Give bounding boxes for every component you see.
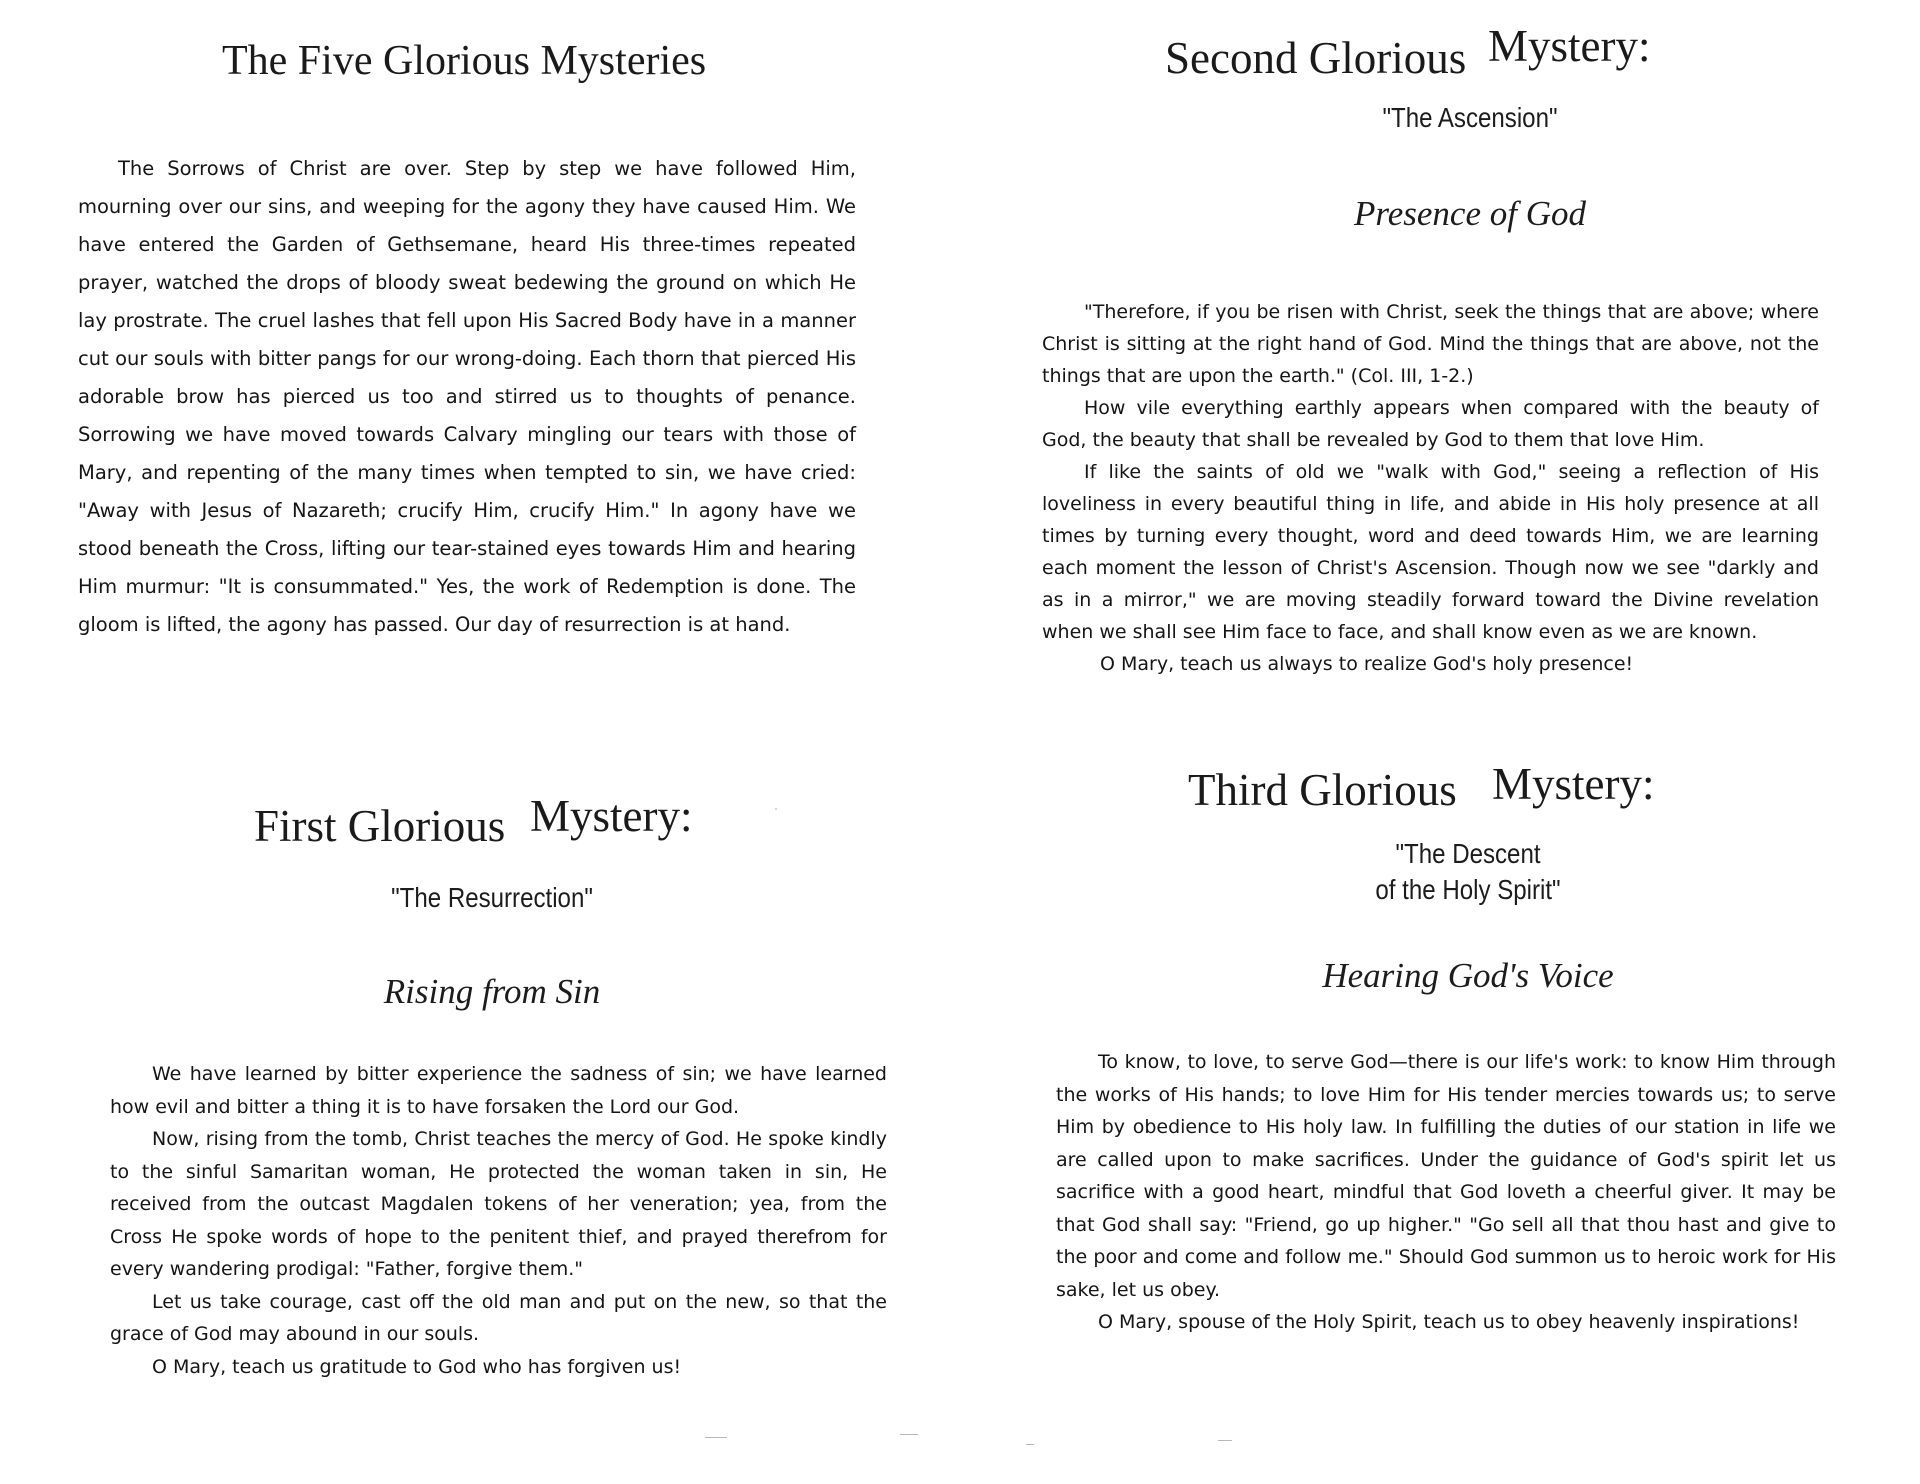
first-title-ordinal: First Glorious	[254, 801, 506, 851]
second-paragraph-4: O Mary, teach us always to realize God's holy presence!	[1100, 653, 1634, 675]
intro-paragraph: The Sorrows of Christ are over. Step by step we have followed Him, mourning over our sins, and weeping for the agony they have caused Him. We have entered the Garden of Gethsemane, heard His three-times repeated prayer, watched the drops of bloody sweat bedewing the ground on which He lay prostrate. The cruel lashes that fell upon His Sacred Body have in a manner cut our souls with bitter pangs for our wrong-doing. Each thorn that pierced His adorable brow has pierced us too and stirred us to thoughts of penance. Sorrowing we have moved towards Calvary mingling our tears with those of Mary, and repenting of the many times when tempted to sin, we have cried: "Away with Jesus of Nazareth; crucify Him, crucify Him." In agony have we stood beneath the Cross, lifting our tear-stained eyes towards Him and hearing Him murmur: "It is consummated." Yes, the work of Redemption is done. The gloom is lifted, the agony has passed. Our day of resurrection is at hand.	[78, 157, 856, 636]
first-paragraph-3: Let us take courage, cast off the old man and put on the new, so that the grace of God may abound in our souls.	[110, 1290, 887, 1345]
first-body	[110, 1058, 887, 1383]
scan-mark	[1218, 1440, 1232, 1441]
second-paragraph-3: If like the saints of old we "walk with God," seeing a reflection of His loveliness in every beautiful thing in life, and abide in His holy presence at all times by turning every thought, word and deed towards Him, we are learning each moment the lesson of Christ's Ascension. Though now we see "darkly and as in a mirror," we are moving steadily forward toward the Divine revelation when we shall see Him face to face, and shall know even as we are known.	[1042, 461, 1819, 643]
second-theme: Presence of God	[1354, 194, 1586, 233]
third-mystery-panel	[960, 740, 1920, 1484]
second-paragraph-2: How vile everything earthly appears when compared with the beauty of God, the beauty that shall be revealed by God to them that love Him.	[1042, 397, 1819, 451]
scan-speck	[775, 808, 777, 810]
second-subtitle	[1229, 100, 1711, 136]
second-paragraph-1: "Therefore, if you be risen with Christ, seek the things that are above; where Christ is sitting at the right hand of God. Mind the things that are above, not the things that are upon the earth." (Col. III, 1-2.)	[1042, 301, 1819, 387]
third-theme: Hearing God's Voice	[1322, 956, 1614, 995]
second-title-ordinal: Second Glorious	[1165, 33, 1467, 83]
first-subtitle	[251, 880, 733, 916]
scan-mark	[705, 1437, 727, 1438]
third-title-ordinal: Third Glorious	[1188, 765, 1457, 815]
scan-mark	[1026, 1444, 1034, 1445]
first-paragraph-1: We have learned by bitter experience the sadness of sin; we have learned how evil and bitter a thing it is to have forsaken the Lord our God.	[110, 1063, 887, 1118]
first-theme: Rising from Sin	[383, 972, 601, 1011]
third-body	[1056, 1046, 1836, 1339]
third-subtitle	[1227, 836, 1709, 908]
first-title-word: Mystery:	[530, 791, 693, 841]
third-subtitle-line: of the Holy Spirit"	[1375, 874, 1561, 905]
second-subtitle-line: "The Ascension"	[1382, 102, 1558, 133]
second-title-word: Mystery:	[1488, 21, 1651, 71]
second-mystery-title	[960, 0, 1920, 90]
third-paragraph-1: To know, to love, to serve God—there is our life's work: to know Him through the works of His hands; to love Him for His tender mercies towards us; to serve Him by obedience to His holy law. In fulfilling the duties of our station in life we are called upon to make sacrifices. Under the guidance of God's spirit let us sacrifice with a good heart, mindful that God loveth a cheerful giver. It may be that God shall say: "Friend, go up higher." "Go sell all that thou hast and give to the poor and come and follow me." Should God summon us to heroic work for His sake, let us obey.	[1056, 1051, 1836, 1301]
scan-mark	[900, 1434, 918, 1435]
first-mystery-panel	[0, 740, 960, 1484]
first-subtitle-line: "The Resurrection"	[391, 882, 593, 913]
intro-title: The Five Glorious Mysteries	[222, 38, 707, 84]
third-paragraph-2: O Mary, spouse of the Holy Spirit, teach us to obey heavenly inspirations!	[1098, 1311, 1800, 1333]
third-mystery-title	[960, 740, 1920, 830]
first-paragraph-2: Now, rising from the tomb, Christ teaches the mercy of God. He spoke kindly to the sinful Samaritan woman, He protected the woman taken in sin, He received from the outcast Magdalen tokens of her veneration; yea, from the Cross He spoke words of hope to the penitent thief, and prayed therefrom for every wandering prodigal: "Father, forgive them."	[110, 1128, 887, 1280]
third-title-word: Mystery:	[1492, 759, 1655, 809]
first-mystery-title	[0, 740, 960, 851]
intro-body	[78, 150, 856, 644]
second-mystery-panel	[960, 0, 1920, 740]
second-body	[1042, 296, 1819, 680]
intro-panel	[0, 0, 960, 740]
first-paragraph-4: O Mary, teach us gratitude to God who has forgiven us!	[152, 1355, 682, 1378]
third-subtitle-line: "The Descent	[1395, 838, 1541, 869]
